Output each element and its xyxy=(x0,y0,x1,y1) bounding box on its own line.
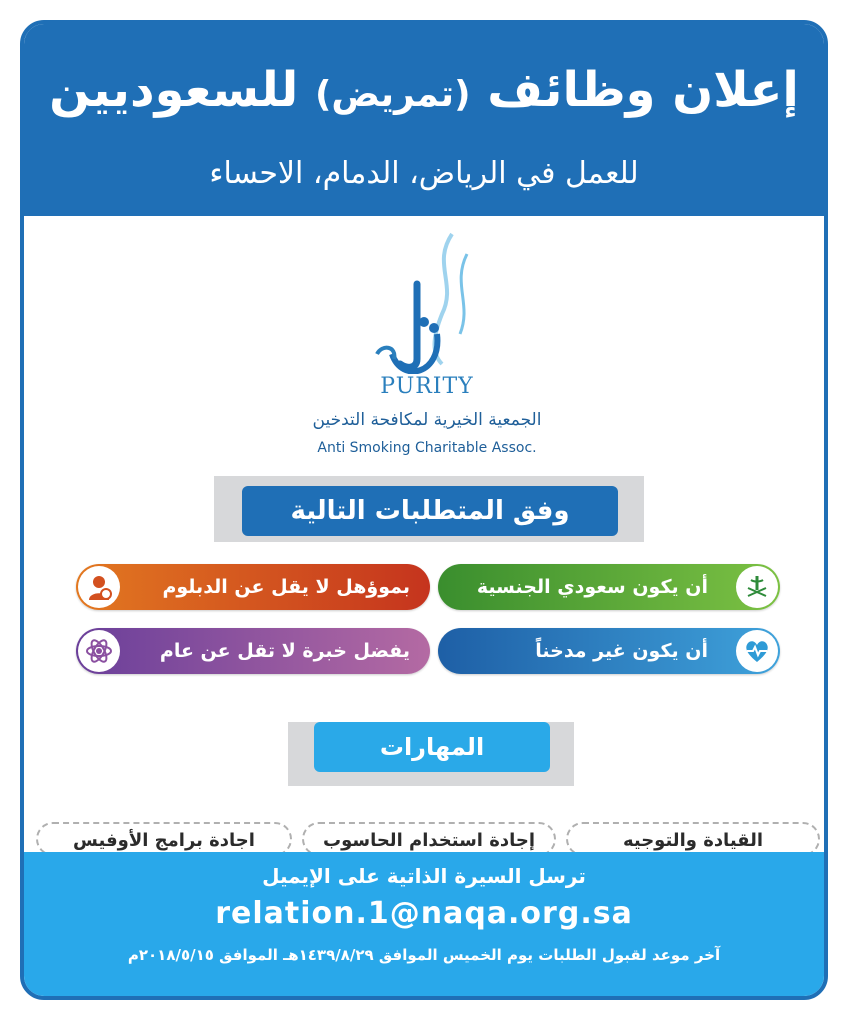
atom-person-icon xyxy=(78,630,120,672)
heart-pulse-icon xyxy=(736,630,778,672)
requirement-nationality-label: أن يكون سعودي الجنسية xyxy=(476,576,708,598)
logo-english-name: PURITY xyxy=(380,374,474,399)
header-band xyxy=(24,24,824,216)
purity-logo xyxy=(282,224,572,474)
deadline-text: آخر موعد لقبول الطلبات يوم الخميس الموافق ١٤٣٩/٨/٢٩هـ الموافق ٢٠١٨/٥/١٥م xyxy=(127,946,721,964)
page-subtitle: للعمل في الرياض، الدمام، الاحساء xyxy=(209,156,639,191)
purity-calligraphy-icon xyxy=(282,224,572,374)
poster-frame xyxy=(20,20,828,1000)
requirement-experience-label: يفضل خبرة لا تقل عن عام xyxy=(159,640,410,662)
requirement-qualification-label: بموؤهل لا يقل عن الدبلوم xyxy=(162,576,410,598)
page-title xyxy=(24,60,824,125)
requirement-qualification xyxy=(76,564,430,610)
skill-office: اجادة برامج الأوفيس xyxy=(36,822,292,856)
title-part-2: للسعوديين xyxy=(49,62,299,118)
nurse-badge-icon xyxy=(78,566,120,608)
requirement-nationality xyxy=(438,564,780,610)
requirement-experience xyxy=(76,628,430,674)
saudi-emblem-icon xyxy=(736,566,778,608)
contact-email[interactable]: relation.1@naqa.org.sa xyxy=(215,896,633,931)
requirements-heading: وفق المتطلبات التالية xyxy=(242,486,618,536)
title-part-1: إعلان وظائف xyxy=(487,62,799,118)
logo-arabic-org: الجمعية الخيرية لمكافحة التدخين xyxy=(312,410,542,430)
skills-heading: المهارات xyxy=(314,722,550,772)
send-cv-text: ترسل السيرة الذاتية على الإيميل xyxy=(262,864,586,888)
title-highlight: (تمريض) xyxy=(314,74,471,115)
logo-english-org: Anti Smoking Charitable Assoc. xyxy=(317,440,537,456)
requirement-non-smoker xyxy=(438,628,780,674)
skill-computer: إجادة استخدام الحاسوب xyxy=(302,822,556,856)
footer-band xyxy=(24,852,824,996)
skill-leadership: القيادة والتوجيه xyxy=(566,822,820,856)
requirement-non-smoker-label: أن يكون غير مدخناً xyxy=(535,640,708,662)
